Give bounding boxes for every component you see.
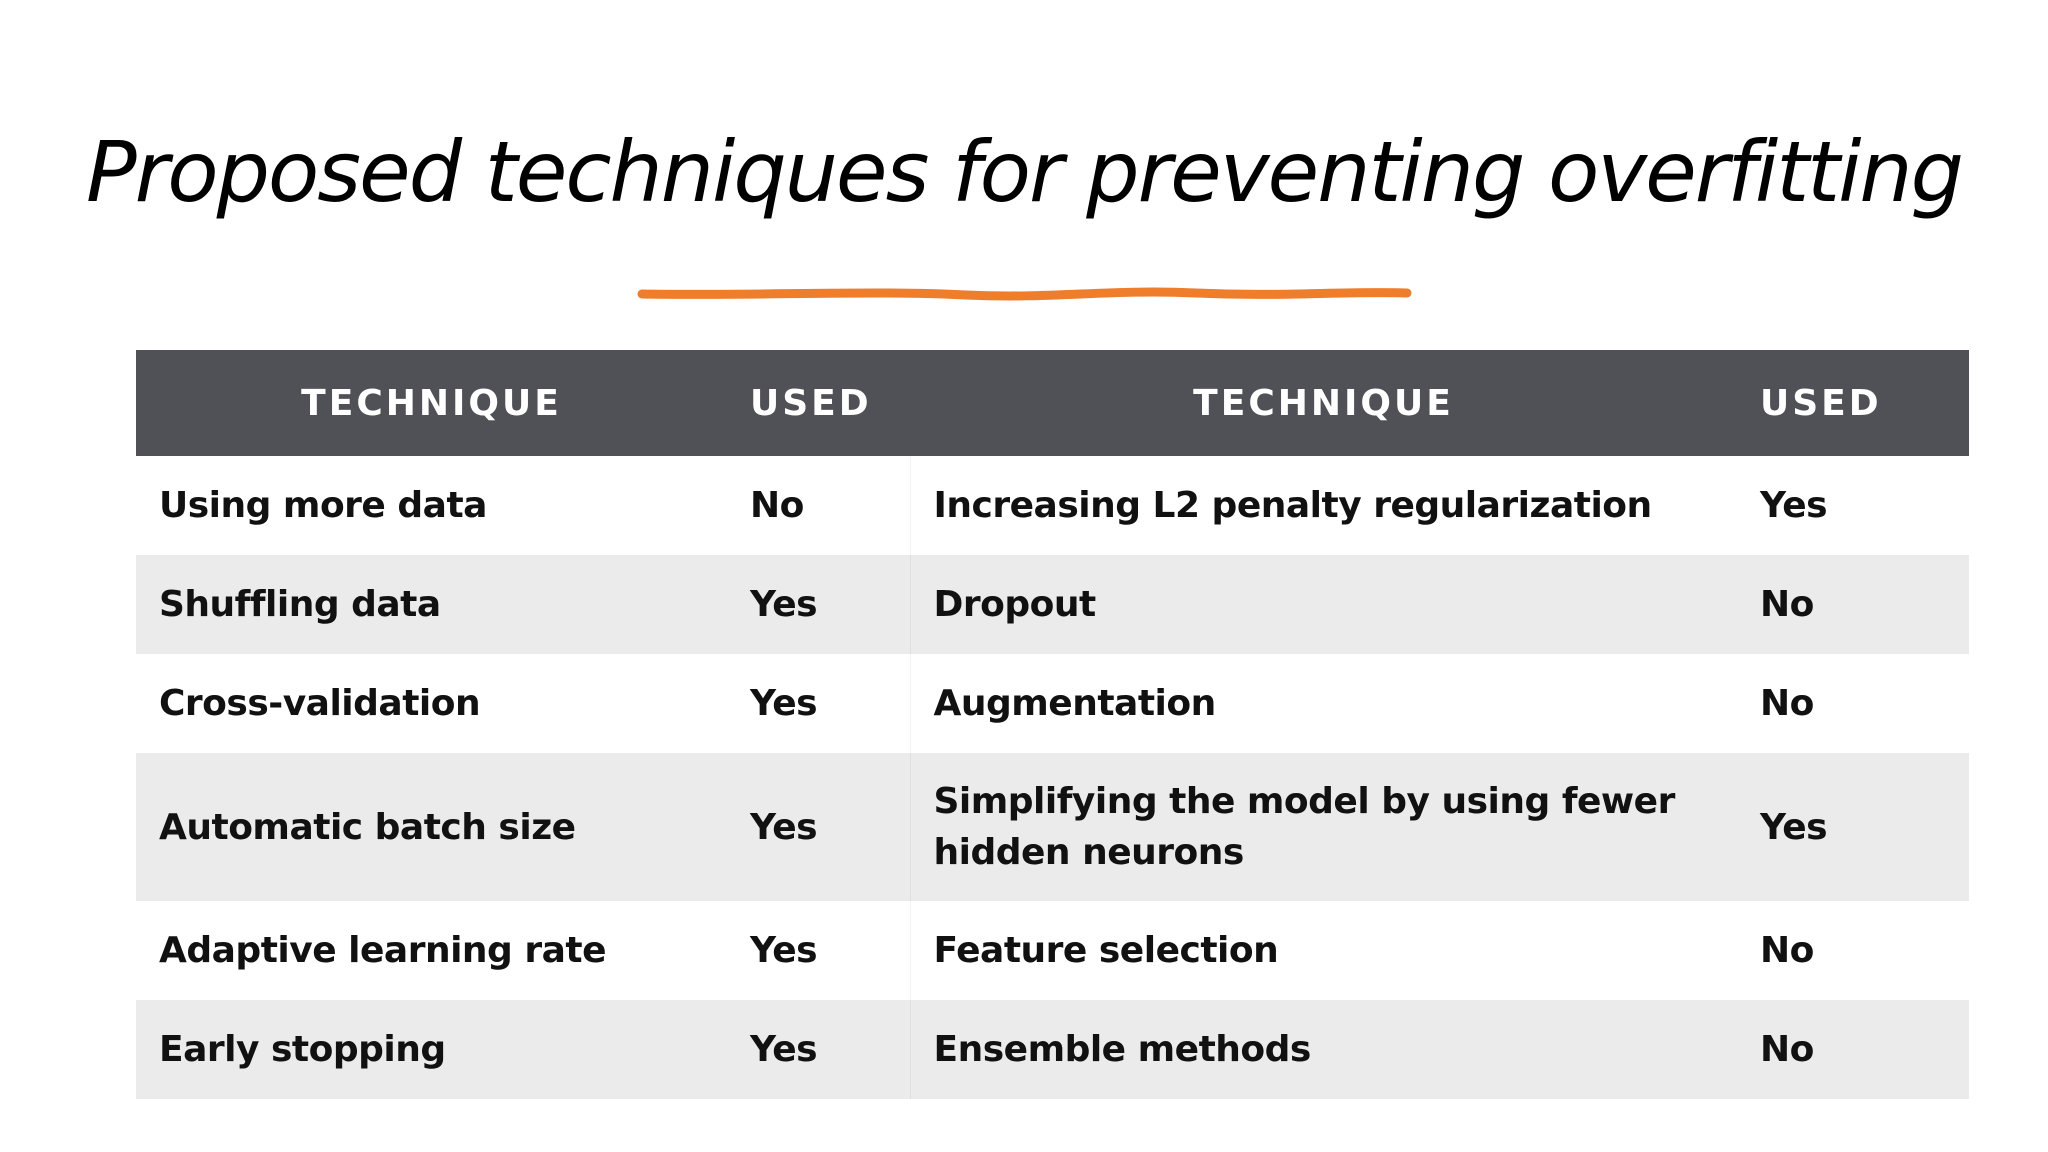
used-cell: No (750, 485, 804, 526)
technique-cell: Using more data (159, 485, 487, 526)
used-cell: No (1760, 584, 1814, 625)
technique-cell: Adaptive learning rate (159, 930, 607, 971)
technique-cell: Augmentation (910, 654, 1737, 753)
used-cell: Yes (750, 806, 818, 848)
header-technique-2: TECHNIQUE (1193, 382, 1454, 424)
techniques-table (136, 350, 1969, 1099)
title-underline-stroke (636, 282, 1413, 306)
used-cell: Yes (750, 584, 818, 625)
used-cell: No (1760, 1029, 1814, 1070)
technique-cell: Feature selection (910, 901, 1737, 1000)
slide-title: Proposed techniques for preventing overfitting (86, 123, 1962, 221)
table-row (136, 1000, 1969, 1099)
used-cell: No (1760, 930, 1814, 971)
technique-cell: Simplifying the model by using fewer hidden neurons (910, 753, 1737, 901)
technique-cell: Dropout (910, 555, 1737, 654)
used-cell: Yes (1760, 485, 1828, 526)
used-cell: Yes (750, 930, 818, 971)
table-row (136, 654, 1969, 753)
used-cell: Yes (1760, 806, 1828, 848)
table-header-row (136, 350, 1969, 456)
table-row (136, 555, 1969, 654)
technique-cell: Increasing L2 penalty regularization (910, 456, 1737, 555)
technique-cell: Early stopping (159, 1029, 446, 1070)
header-used-1: USED (750, 382, 872, 424)
technique-cell: Ensemble methods (910, 1000, 1737, 1099)
table-row (136, 456, 1969, 555)
table-row (136, 753, 1969, 901)
used-cell: Yes (750, 683, 818, 724)
table-row (136, 901, 1969, 1000)
technique-cell: Shuffling data (159, 584, 441, 625)
used-cell: Yes (750, 1029, 818, 1070)
header-used-2: USED (1760, 382, 1882, 424)
technique-cell: Automatic batch size (159, 806, 576, 848)
used-cell: No (1760, 683, 1814, 724)
technique-cell: Cross-validation (159, 683, 481, 724)
header-technique-1: TECHNIQUE (301, 382, 562, 424)
